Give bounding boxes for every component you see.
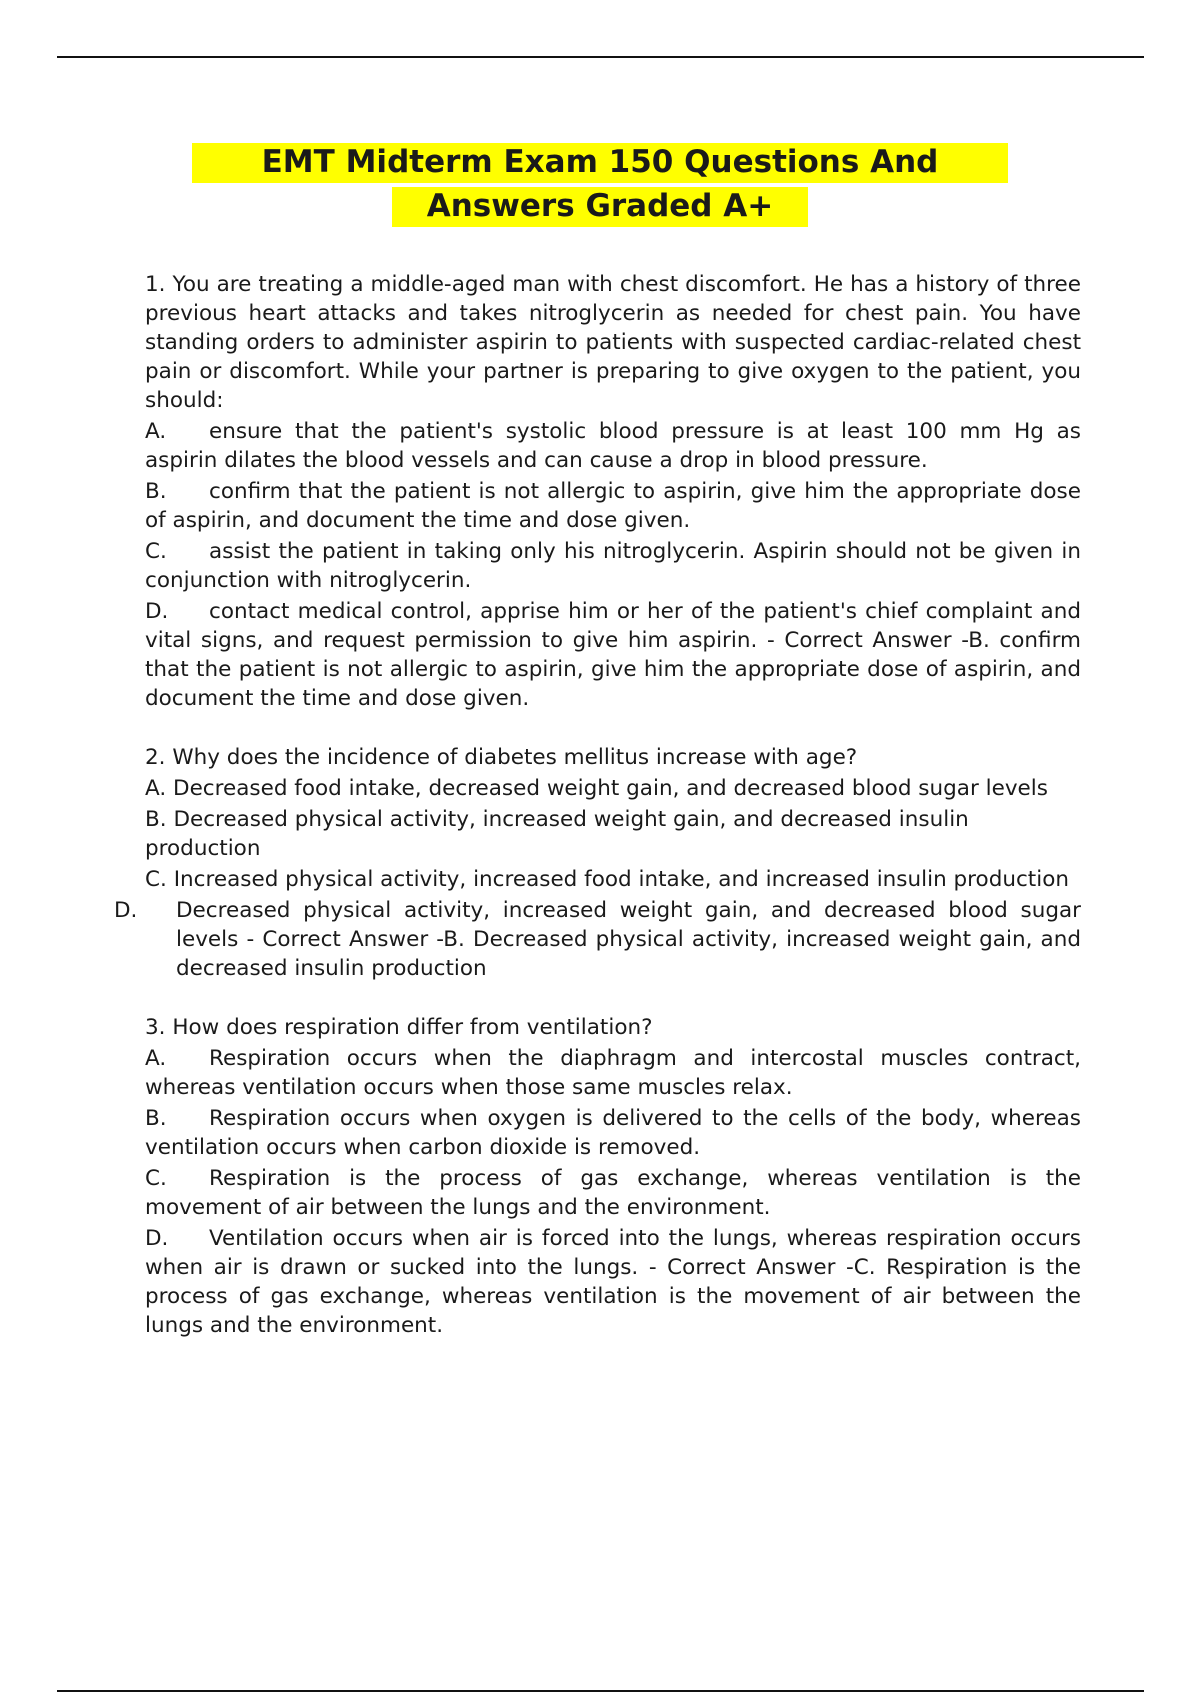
option-letter: D.: [114, 898, 138, 923]
option-c: [145, 865, 1081, 894]
question-2: [114, 743, 1081, 983]
option-a: [145, 1044, 1081, 1102]
question-list: [114, 270, 1081, 1370]
option-letter: C.: [145, 867, 167, 892]
question-stem: 1. You are treating a middle-aged man with chest discomfort. He has a history of three previous heart attacks and takes nitroglycerin as needed for chest pain. You have standing orders to administer aspirin to patients with suspected cardiac-related chest pain or discomfort. While your partner is preparing to give oxygen to the patient, you should:: [145, 272, 1081, 413]
option-letter: D.: [145, 1226, 169, 1251]
option-b: [145, 805, 1081, 863]
option-text: Increased physical activity, increased food intake, and increased insulin production: [173, 867, 1069, 892]
option-text: Decreased physical activity, increased weight gain, and decreased blood sugar levels - Correct Answer -B. Decreased physical activity, increased weight gain, and decreased insulin production: [176, 898, 1081, 981]
title-line-2: Answers Graded A+: [392, 187, 809, 227]
option-text: assist the patient in taking only his nitroglycerin. Aspirin should not be given in conjunction with nitroglycerin.: [145, 539, 1081, 593]
option-letter: A.: [145, 419, 167, 444]
question-1: [145, 270, 1081, 713]
option-b: [145, 1104, 1081, 1162]
option-letter: A.: [145, 1046, 167, 1071]
document-title: [0, 140, 1200, 228]
title-line-1: EMT Midterm Exam 150 Questions And: [192, 143, 1009, 183]
option-text: Decreased physical activity, increased weight gain, and decreased insulin production: [145, 807, 969, 861]
option-text: Decreased food intake, decreased weight gain, and decreased blood sugar levels: [173, 776, 1048, 801]
option-letter: B.: [145, 807, 167, 832]
option-text: Respiration is the process of gas exchange, whereas ventilation is the movement of air between the lungs and the environment.: [145, 1166, 1081, 1220]
option-a: [145, 417, 1081, 475]
option-c: [145, 537, 1081, 595]
option-d: [145, 597, 1081, 713]
option-letter: C.: [145, 539, 167, 564]
question-3: [145, 1013, 1081, 1340]
top-rule: [57, 56, 1144, 58]
option-d: [145, 1224, 1081, 1340]
bottom-rule: [57, 1690, 1144, 1692]
option-d: [114, 896, 1081, 983]
option-letter: B.: [145, 1106, 167, 1131]
question-stem: 3. How does respiration differ from ventilation?: [145, 1015, 653, 1040]
option-letter: D.: [145, 599, 169, 624]
option-text: Ventilation occurs when air is forced into the lungs, whereas respiration occurs when air is drawn or sucked into the lungs. - Correct Answer -C. Respiration is the process of gas exchange, whereas ventilation is the movement of air between the lungs and the environment.: [145, 1226, 1081, 1338]
option-a: [145, 774, 1081, 803]
option-b: [145, 477, 1081, 535]
option-letter: C.: [145, 1166, 167, 1191]
option-text: confirm that the patient is not allergic to aspirin, give him the appropriate dose of aspirin, and document the time and dose given.: [145, 479, 1081, 533]
option-c: [145, 1164, 1081, 1222]
option-letter: A.: [145, 776, 167, 801]
option-letter: B.: [145, 479, 167, 504]
option-text: Respiration occurs when the diaphragm and intercostal muscles contract, whereas ventilation occurs when those same muscles relax.: [145, 1046, 1081, 1100]
option-text: Respiration occurs when oxygen is delivered to the cells of the body, whereas ventilation occurs when carbon dioxide is removed.: [145, 1106, 1081, 1160]
question-stem: 2. Why does the incidence of diabetes mellitus increase with age?: [145, 745, 858, 770]
option-text: contact medical control, apprise him or her of the patient's chief complaint and vital signs, and request permission to give him aspirin. - Correct Answer -B. confirm that the patient is not allergic to aspirin, give him the appropriate dose of aspirin, and document the time and dose given.: [145, 599, 1081, 711]
option-text: ensure that the patient's systolic blood pressure is at least 100 mm Hg as aspirin dilates the blood vessels and can cause a drop in blood pressure.: [145, 419, 1081, 473]
